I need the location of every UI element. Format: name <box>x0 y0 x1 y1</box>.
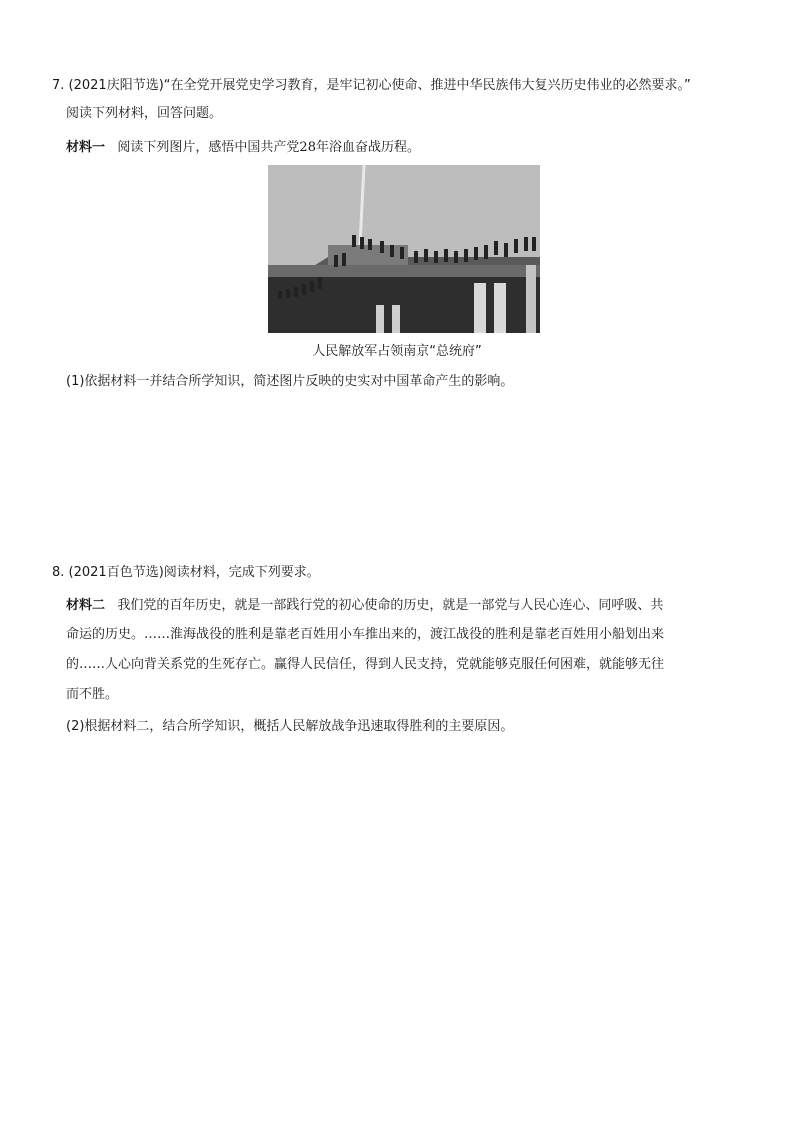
photo-caption: 人民解放军占领南京“总统府” <box>312 344 482 359</box>
q8-material-line1 <box>66 597 663 615</box>
q7-material-label: 材料一 <box>66 140 106 155</box>
q7-question-1: (1)依据材料一并结合所学知识，简述图片反映的史实对中国革命产生的影响。 <box>66 374 514 389</box>
q7-stem-line1: 7. (2021庆阳节选)“在全党开展党史学习教育，是牢记初心使命、推进中华民族伟大复兴历史伟业的必然要求。” <box>52 78 691 93</box>
q8-material-text-1: 我们党的百年历史，就是一部践行党的初心使命的历史，就是一部党与人民心连心、同呼吸、共 <box>117 598 664 613</box>
q8-stem: 8. (2021百色节选)阅读材料，完成下列要求。 <box>52 565 320 580</box>
q7-stem-line2: 阅读下列材料，回答问题。 <box>66 106 223 121</box>
q7-material <box>66 139 420 157</box>
q8-material-line2: 命运的历史。……淮海战役的胜利是靠老百姓用小车推出来的，渡江战役的胜利是靠老百姓用小船划出来 <box>66 627 665 642</box>
q8-material-line4: 而不胜。 <box>66 687 119 702</box>
q8-material-line3: 的……人心向背关系党的生死存亡。赢得人民信任，得到人民支持，党就能够克服任何困难，就能够无往 <box>66 657 665 672</box>
historical-photo <box>268 165 540 333</box>
q8-material-label: 材料二 <box>66 598 106 613</box>
photo-illustration <box>268 165 540 333</box>
q8-question-2: (2)根据材料二，结合所学知识，概括人民解放战争迅速取得胜利的主要原因。 <box>66 719 514 734</box>
q7-material-text: 阅读下列图片，感悟中国共产党28年浴血奋战历程。 <box>117 140 420 155</box>
